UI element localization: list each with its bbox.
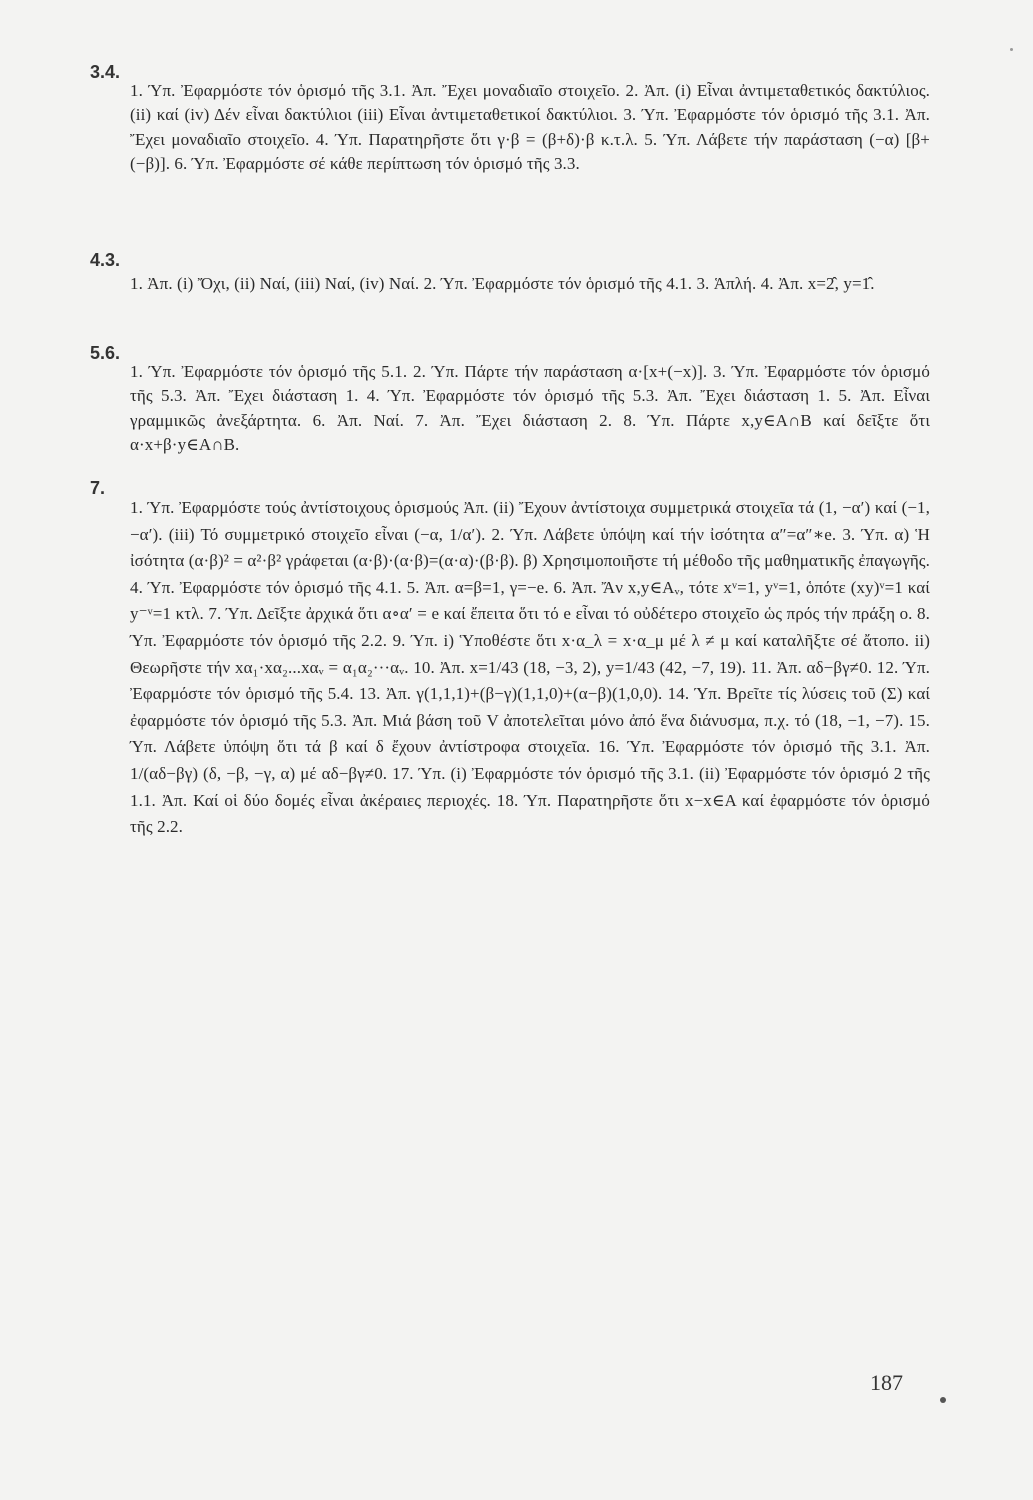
- answer-section-3-4: [90, 62, 930, 194]
- section-number: 7.: [90, 478, 106, 498]
- section-number: 3.4.: [90, 62, 121, 82]
- section-text: 1. Ύπ. Ἐφαρμόστε τόν ὁρισμό τῆς 5.1. 2. Ύπ. Πάρτε τήν παράσταση α·[x+(−x)]. 3. Ύπ. Ἐφαρμόστε τόν ὁρισμό τῆς 5.3. Ἀπ. Ἔχει διάσταση 1. 4. Ύπ. Ἐφαρμόστε τόν ὁρισμό τῆς 5.3. Ἀπ. Ἔχει διάσταση 1. 5. Ἀπ. Εἶναι γραμμικῶς ἀνεξάρτητα. 6. Ἀπ. Ναί. 7. Ἀπ. Ἔχει διάσταση 2. 8. Ύπ. Πάρτε x,y∈A∩B καί δεῖξτε ὅτι α·x+β·y∈A∩B.: [130, 362, 930, 455]
- answer-section-4-3: [90, 250, 930, 318]
- ink-speck: [1010, 48, 1013, 51]
- answer-section-5-6: [90, 343, 930, 475]
- section-text: 1. Ύπ. Ἐφαρμόστε τούς ἀντίστοιχους ὁρισμούς Ἀπ. (ii) Ἔχουν ἀντίστοιχα συμμετρικά στοιχεῖα τά (1, −α′) καί (−1, −α′). (iii) Τό συμμετρικό στοιχεῖο εἶναι (−α, 1/α′). 2. Ύπ. Λάβετε ὑπόψη καί τήν ἰσότητα α″=α″∗e. 3. Ύπ. α) Ἡ ἰσότητα (α·β)² = α²·β² γράφεται (α·β)·(α·β)=(α·α)·(β·β). β) Χρησιμοποιῆστε τή μέθοδο τῆς μαθηματικῆς ἐπαγωγῆς. 4. Ύπ. Ἐφαρμόστε τόν ὁρισμό τῆς 4.1. 5. Ἀπ. α=β=1, γ=−e. 6. Ἀπ. Ἄν x,y∈Aᵥ, τότε xᵛ=1, yᵛ=1, ὁπότε (xy)ᵛ=1 καί y⁻ᵛ=1 κτλ. 7. Ύπ. Δεῖξτε ἀρχικά ὅτι α∘α′ = e καί ἔπειτα ὅτι τό e εἶναι τό οὐδέτερο στοιχεῖο ὡς πρός τήν πράξη ο. 8. Ύπ. Ἐφαρμόστε τόν ὁρισμό τῆς 2.2. 9. Ύπ. i) Ὑποθέστε ὅτι x·α_λ = x·α_μ μέ λ ≠ μ καί καταλῆξτε σέ ἄτοπο. ii) Θεωρῆστε τήν xα₁·xα₂...xαᵥ = α₁α₂···αᵥ. 10. Ἀπ. x=1/43 (18, −3, 2), y=1/43 (42, −7, 19). 11. Ἀπ. αδ−βγ≠0. 12. Ύπ. Ἐφαρμόστε τόν ὁρισμό τῆς 5.4. 13. Ἀπ. γ(1,1,1)+(β−γ)(1,1,0)+(α−β)(1,0,0). 14. Ύπ. Βρεῖτε τίς λύσεις τοῦ (Σ) καί ἐφαρμόστε τόν ὁρισμό τῆς 5.3. Ἀπ. Μιά βάση τοῦ V ἀποτελεῖται μόνο ἀπό ἕνα διάνυσμα, π.χ. τό (18, −1, −7). 15. Ύπ. Λάβετε ὑπόψη ὅτι τά β καί δ ἔχουν ἀντίστροφα στοιχεῖα. 16. Ύπ. Ἐφαρμόστε τόν ὁρισμό τῆς 3.1. Ἀπ. 1/(αδ−βγ) (δ, −β, −γ, α) μέ αδ−βγ≠0. 17. Ύπ. (i) Ἐφαρμόστε τόν ὁρισμό τῆς 3.1. (ii) Ἐφαρμόστε τόν ὁρισμό 2 τῆς 1.1. Ἀπ. Καί οἱ δύο δομές εἶναι ἀκέραιες περιοχές. 18. Ύπ. Παρατηρῆστε ὅτι x−x∈A καί ἐφαρμόστε τόν ὁρισμό τῆς 2.2.: [130, 498, 930, 837]
- section-number: 5.6.: [90, 343, 121, 363]
- section-text: 1. Ἀπ. (i) Ὄχι, (ii) Ναί, (iii) Ναί, (iv) Ναί. 2. Ύπ. Ἐφαρμόστε τόν ὁρισμό τῆς 4.1. 3. Ἁπλή. 4. Ἀπ. x=2̂, y=1̂.: [130, 274, 875, 293]
- section-text: 1. Ύπ. Ἐφαρμόστε τόν ὁρισμό τῆς 3.1. Ἀπ. Ἔχει μοναδιαῖο στοιχεῖο. 2. Ἀπ. (i) Εἶναι ἀντιμεταθετικός δακτύλιος. (ii) καί (iv) Δέν εἶναι δακτύλιοι (iii) Εἶναι ἀντιμεταθετικοί δακτύλιοι. 3. Ύπ. Ἐφαρμόστε τόν ὁρισμό τῆς 3.1. Ἀπ. Ἔχει μοναδιαῖο στοιχεῖο. 4. Ύπ. Παρατηρῆστε ὅτι γ·β = (β+δ)·β κ.τ.λ. 5. Ύπ. Λάβετε τήν παράσταση (−α) [β+(−β)]. 6. Ύπ. Ἐφαρμόστε σέ κάθε περίπτωση τόν ὁρισμό τῆς 3.3.: [130, 81, 930, 174]
- section-number: 4.3.: [90, 250, 121, 270]
- ink-speck: [940, 1397, 946, 1403]
- page-number: 187: [870, 1370, 903, 1395]
- answer-section-7: [90, 478, 930, 858]
